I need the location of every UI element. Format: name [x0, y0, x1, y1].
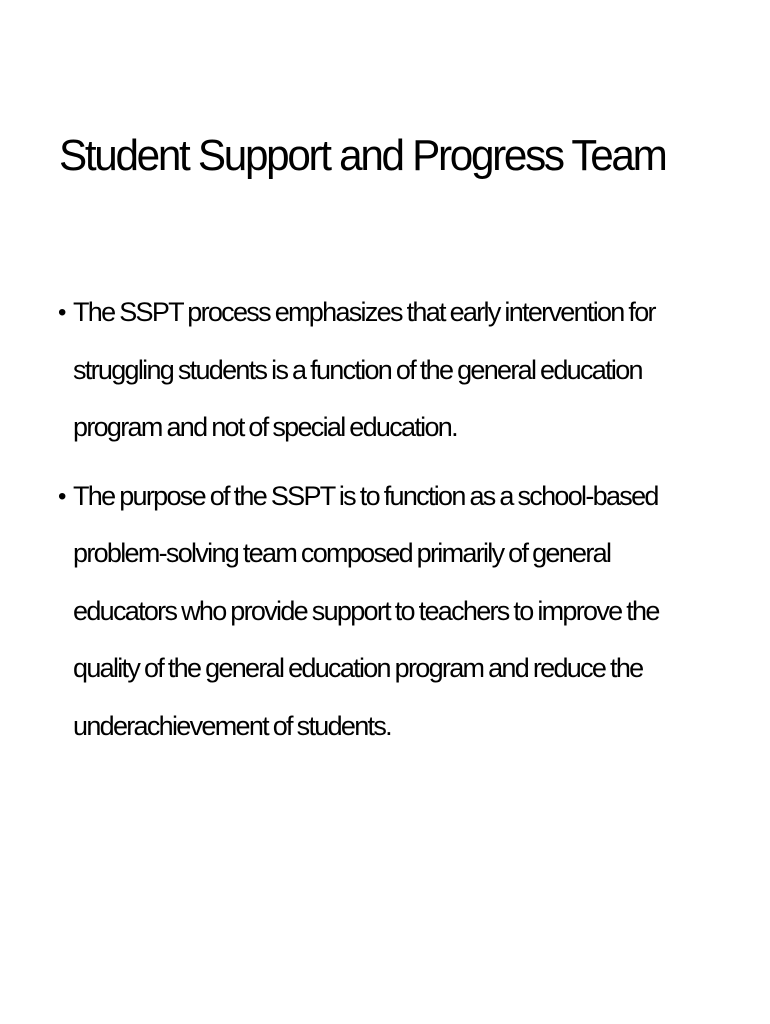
bullet-marker: • [58, 482, 65, 510]
slide-title: Student Support and Progress Team [59, 131, 666, 180]
bullet-marker: • [58, 299, 65, 326]
bullet-item [58, 468, 708, 756]
bullet-item [58, 284, 708, 457]
bullet-text: The purpose of the SSPT is to function as a school-based problem-solving team composed primarily of general educators who provide support to teachers to improve the quality of the general education program and reduce the underachievement of students. [73, 480, 659, 741]
bullet-text: The SSPT process emphasizes that early intervention for struggling students is a function of the general education program and not of special education. [73, 297, 655, 442]
bullet-list [58, 284, 708, 766]
